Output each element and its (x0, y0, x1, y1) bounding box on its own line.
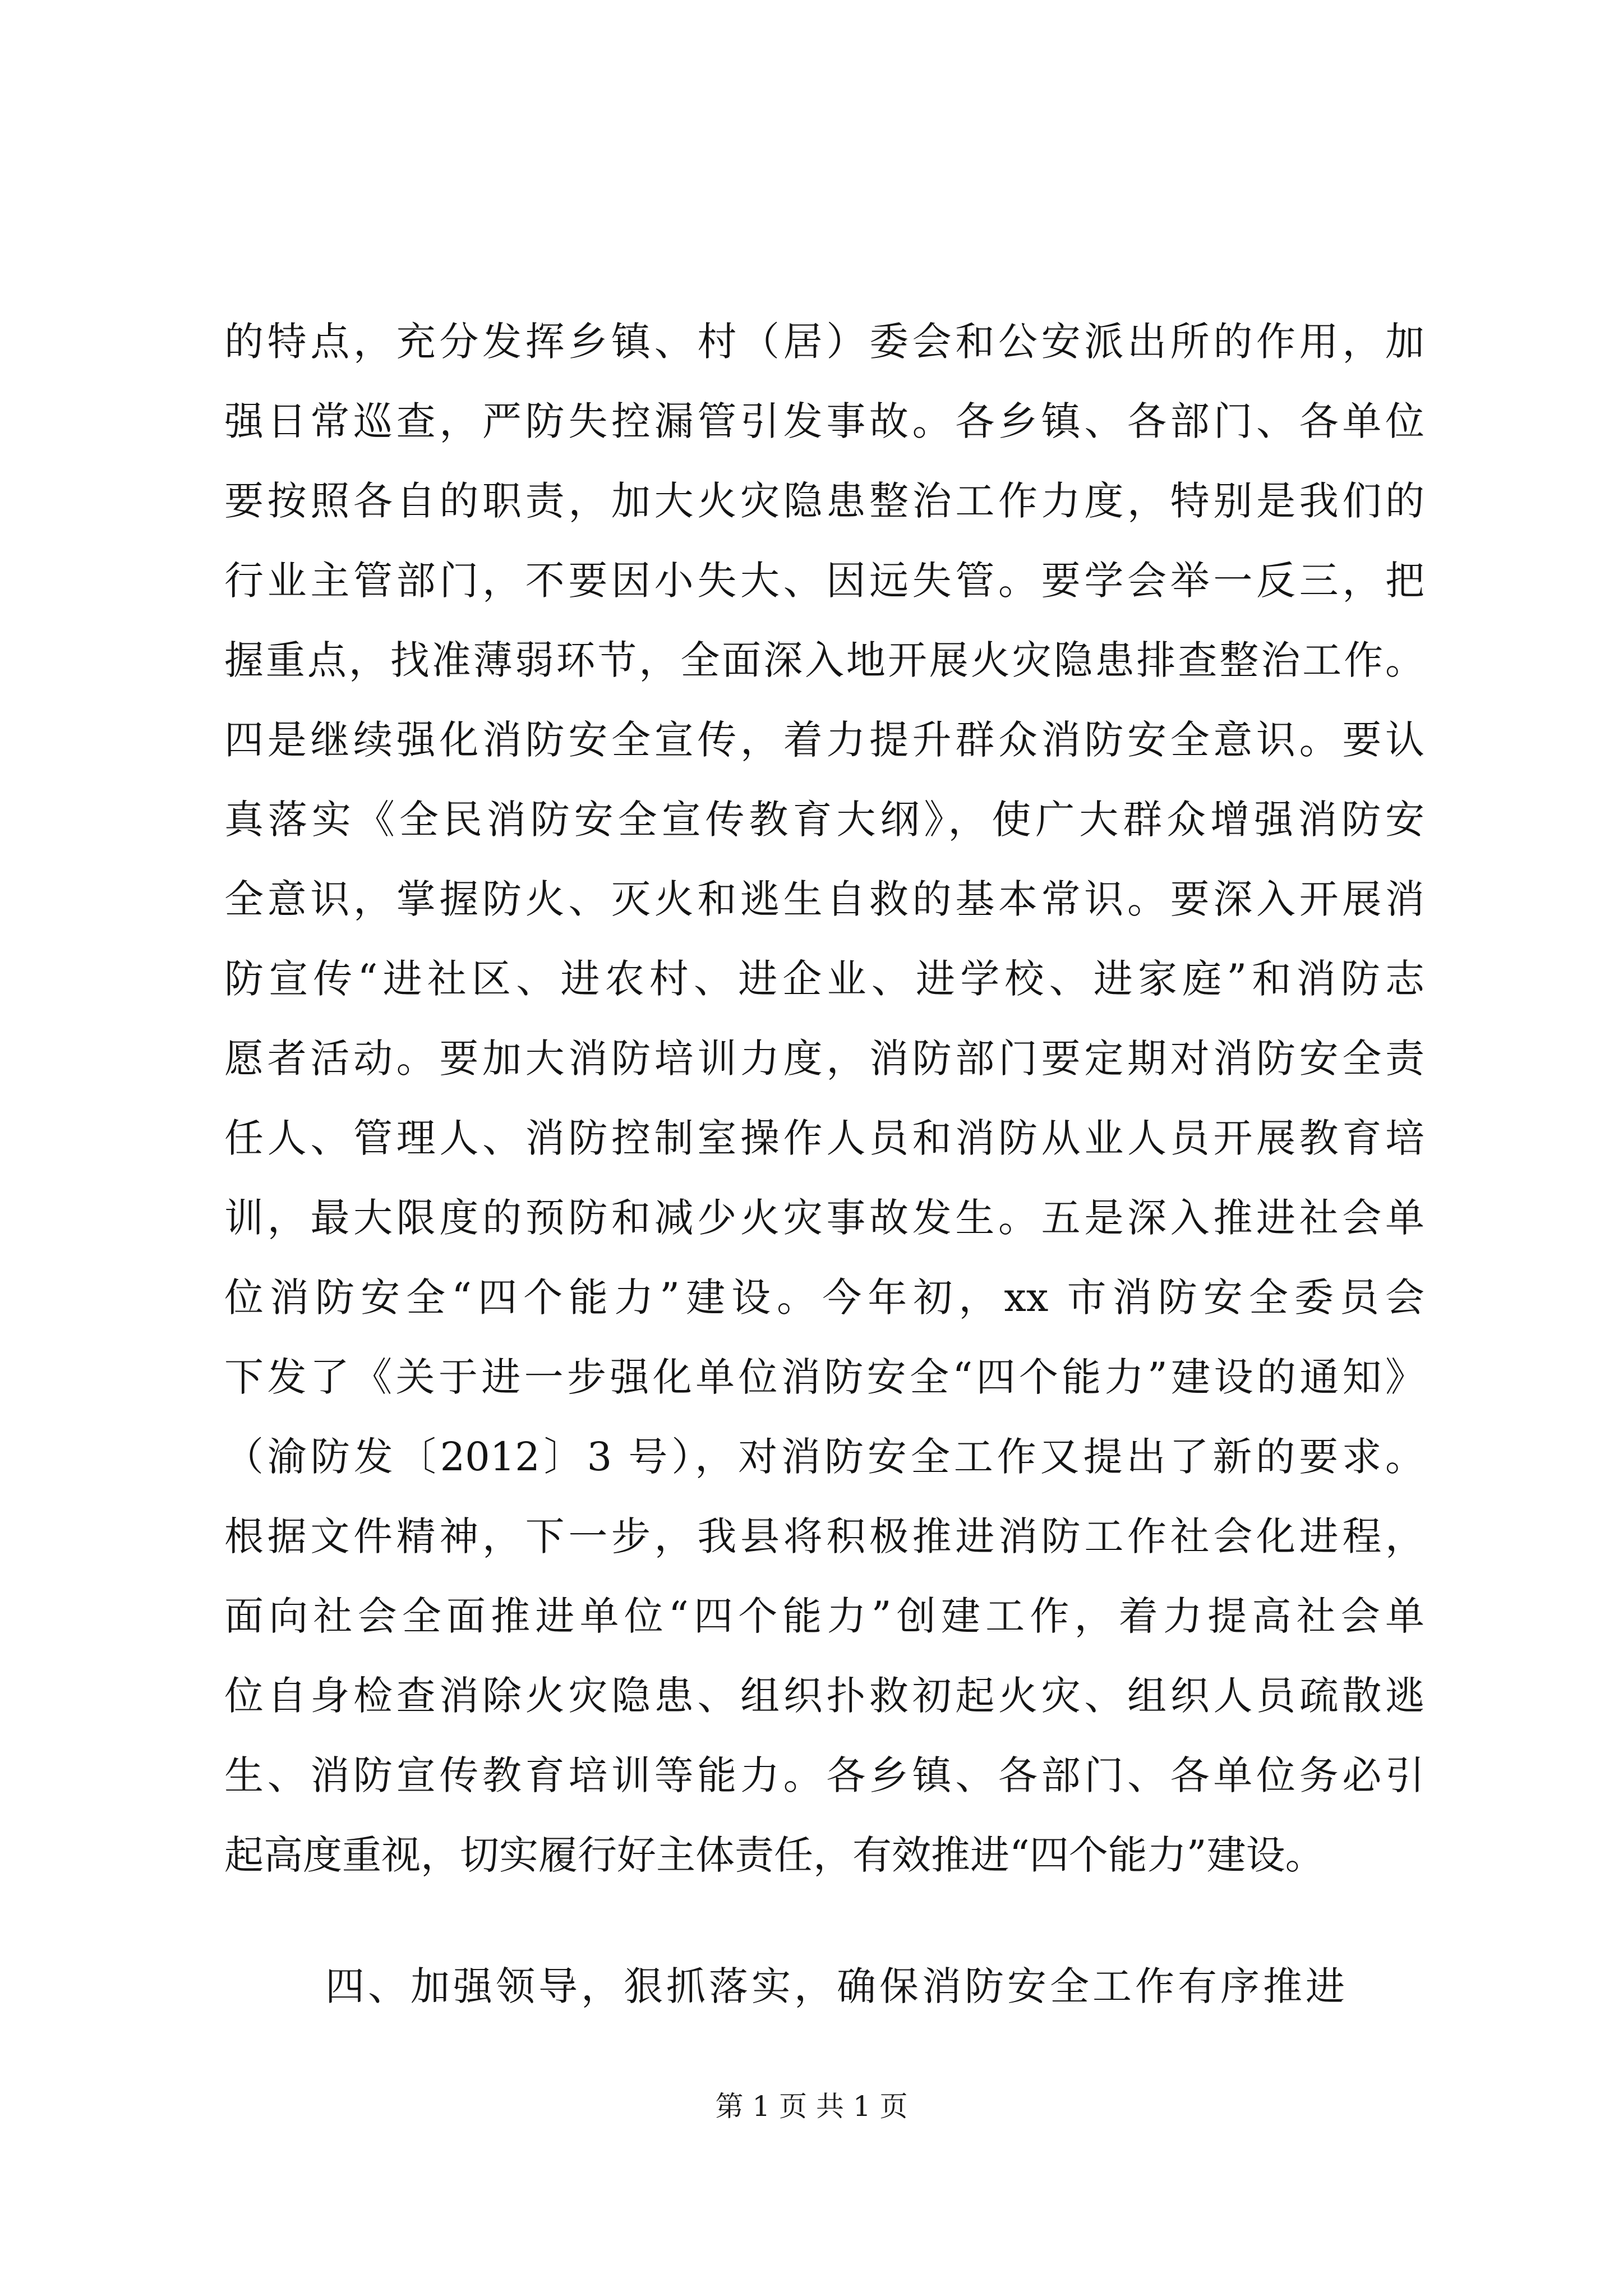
paragraph-line: 握重点，找准薄弱环节，全面深入地开展火灾隐患排查整治工作。 (224, 637, 1424, 683)
paragraph-line: 起高度重视，切实履行好主体责任，有效推进“四个能力”建设。 (224, 1832, 1325, 1878)
paragraph-line: 下发了《关于进一步强化单位消防安全“四个能力”建设的通知》 (224, 1354, 1424, 1400)
paragraph-line: 真落实《全民消防安全宣传教育大纲》，使广大群众增强消防安 (224, 797, 1424, 843)
paragraph-line: 位消防安全“四个能力”建设。今年初，xx 市消防安全委员会 (224, 1274, 1424, 1320)
body-paragraph (224, 302, 1424, 1895)
paragraph-line: 面向社会全面推进单位“四个能力”创建工作，着力提高社会单 (224, 1593, 1424, 1639)
paragraph-line: 强日常巡查，严防失控漏管引发事故。各乡镇、各部门、各单位 (224, 398, 1424, 444)
page-footer: 第 1 页 共 1 页 (715, 2090, 908, 2123)
paragraph-line: 任人、管理人、消防控制室操作人员和消防从业人员开展教育培 (224, 1115, 1424, 1161)
paragraph-line: 位自身检查消除火灾隐患、组织扑救初起火灾、组织人员疏散逃 (224, 1673, 1424, 1719)
paragraph-line: 的特点，充分发挥乡镇、村（居）委会和公安派出所的作用，加 (224, 319, 1424, 365)
paragraph-line: 根据文件精神，下一步，我县将积极推进消防工作社会化进程， (224, 1513, 1424, 1559)
paragraph-line: 训，最大限度的预防和减少火灾事故发生。五是深入推进社会单 (224, 1195, 1424, 1241)
paragraph-line: 防宣传“进社区、进农村、进企业、进学校、进家庭”和消防志 (224, 956, 1424, 1002)
paragraph-line: 要按照各自的职责，加大火灾隐患整治工作力度，特别是我们的 (224, 478, 1424, 524)
section-heading: 四、加强领导，狠抓落实，确保消防安全工作有序推进 (325, 1963, 1348, 2009)
paragraph-line: 行业主管部门，不要因小失大、因远失管。要学会举一反三，把 (224, 558, 1424, 604)
paragraph-line: 生、消防宣传教育培训等能力。各乡镇、各部门、各单位务必引 (224, 1752, 1424, 1798)
paragraph-line: （渝防发〔2012〕3 号），对消防安全工作又提出了新的要求。 (224, 1434, 1424, 1480)
paragraph-line: 愿者活动。要加大消防培训力度，消防部门要定期对消防安全责 (224, 1036, 1424, 1082)
paragraph-line: 四是继续强化消防安全宣传，着力提升群众消防安全意识。要认 (224, 717, 1424, 763)
paragraph-line: 全意识，掌握防火、灭火和逃生自救的基本常识。要深入开展消 (224, 876, 1424, 922)
